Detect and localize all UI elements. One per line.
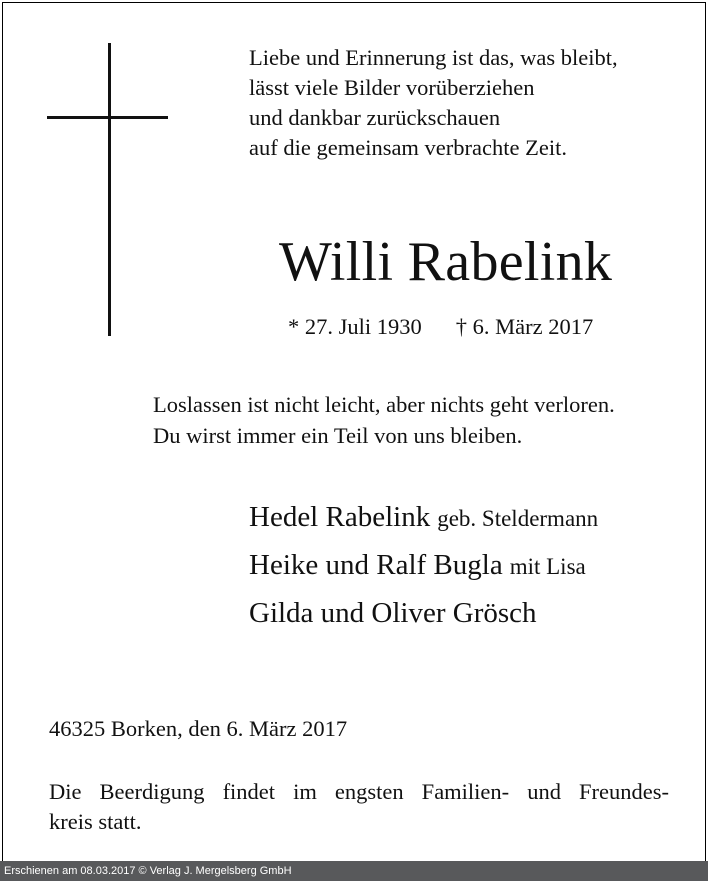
mourner-note: geb. Steldermann bbox=[437, 506, 599, 531]
cross-icon-horizontal-bar bbox=[47, 116, 168, 119]
death-date: † 6. März 2017 bbox=[455, 314, 594, 339]
mourner-entry bbox=[249, 541, 598, 589]
place-and-date: 46325 Borken, den 6. März 2017 bbox=[49, 716, 348, 741]
obituary-notice bbox=[2, 2, 706, 861]
funeral-note bbox=[49, 777, 669, 837]
opening-verse-line: und dankbar zurückschauen bbox=[249, 105, 501, 130]
cross-icon-vertical-bar bbox=[108, 43, 111, 336]
life-dates bbox=[288, 312, 593, 342]
mourner-name: Hedel Rabelink bbox=[249, 501, 431, 533]
middle-verse-line: Du wirst immer ein Teil von uns bleiben. bbox=[153, 423, 523, 448]
mourner-entry bbox=[249, 493, 598, 541]
mourner-name: Gilda und Oliver Grösch bbox=[249, 597, 537, 629]
mourner-name: Heike und Ralf Bugla bbox=[249, 549, 503, 581]
publication-footer: Erschienen am 08.03.2017 © Verlag J. Mergelsberg GmbH bbox=[0, 861, 708, 881]
opening-verse bbox=[249, 43, 618, 163]
middle-verse-line: Loslassen ist nicht leicht, aber nichts geht verloren. bbox=[153, 392, 615, 417]
funeral-note-line: Die Beerdigung findet im engsten Familien- und Freundes- bbox=[49, 779, 669, 804]
opening-verse-line: auf die gemeinsam verbrachte Zeit. bbox=[249, 135, 567, 160]
mourner-entry bbox=[249, 589, 598, 637]
opening-verse-line: Liebe und Erinnerung ist das, was bleibt, bbox=[249, 45, 618, 70]
deceased-name: Willi Rabelink bbox=[279, 231, 613, 293]
middle-verse bbox=[153, 389, 615, 451]
mourners-list bbox=[249, 493, 598, 637]
funeral-note-line: kreis statt. bbox=[49, 809, 142, 834]
mourner-note: mit Lisa bbox=[509, 554, 586, 579]
opening-verse-line: lässt viele Bilder vorüberziehen bbox=[249, 75, 535, 100]
birth-date: * 27. Juli 1930 bbox=[288, 314, 422, 339]
